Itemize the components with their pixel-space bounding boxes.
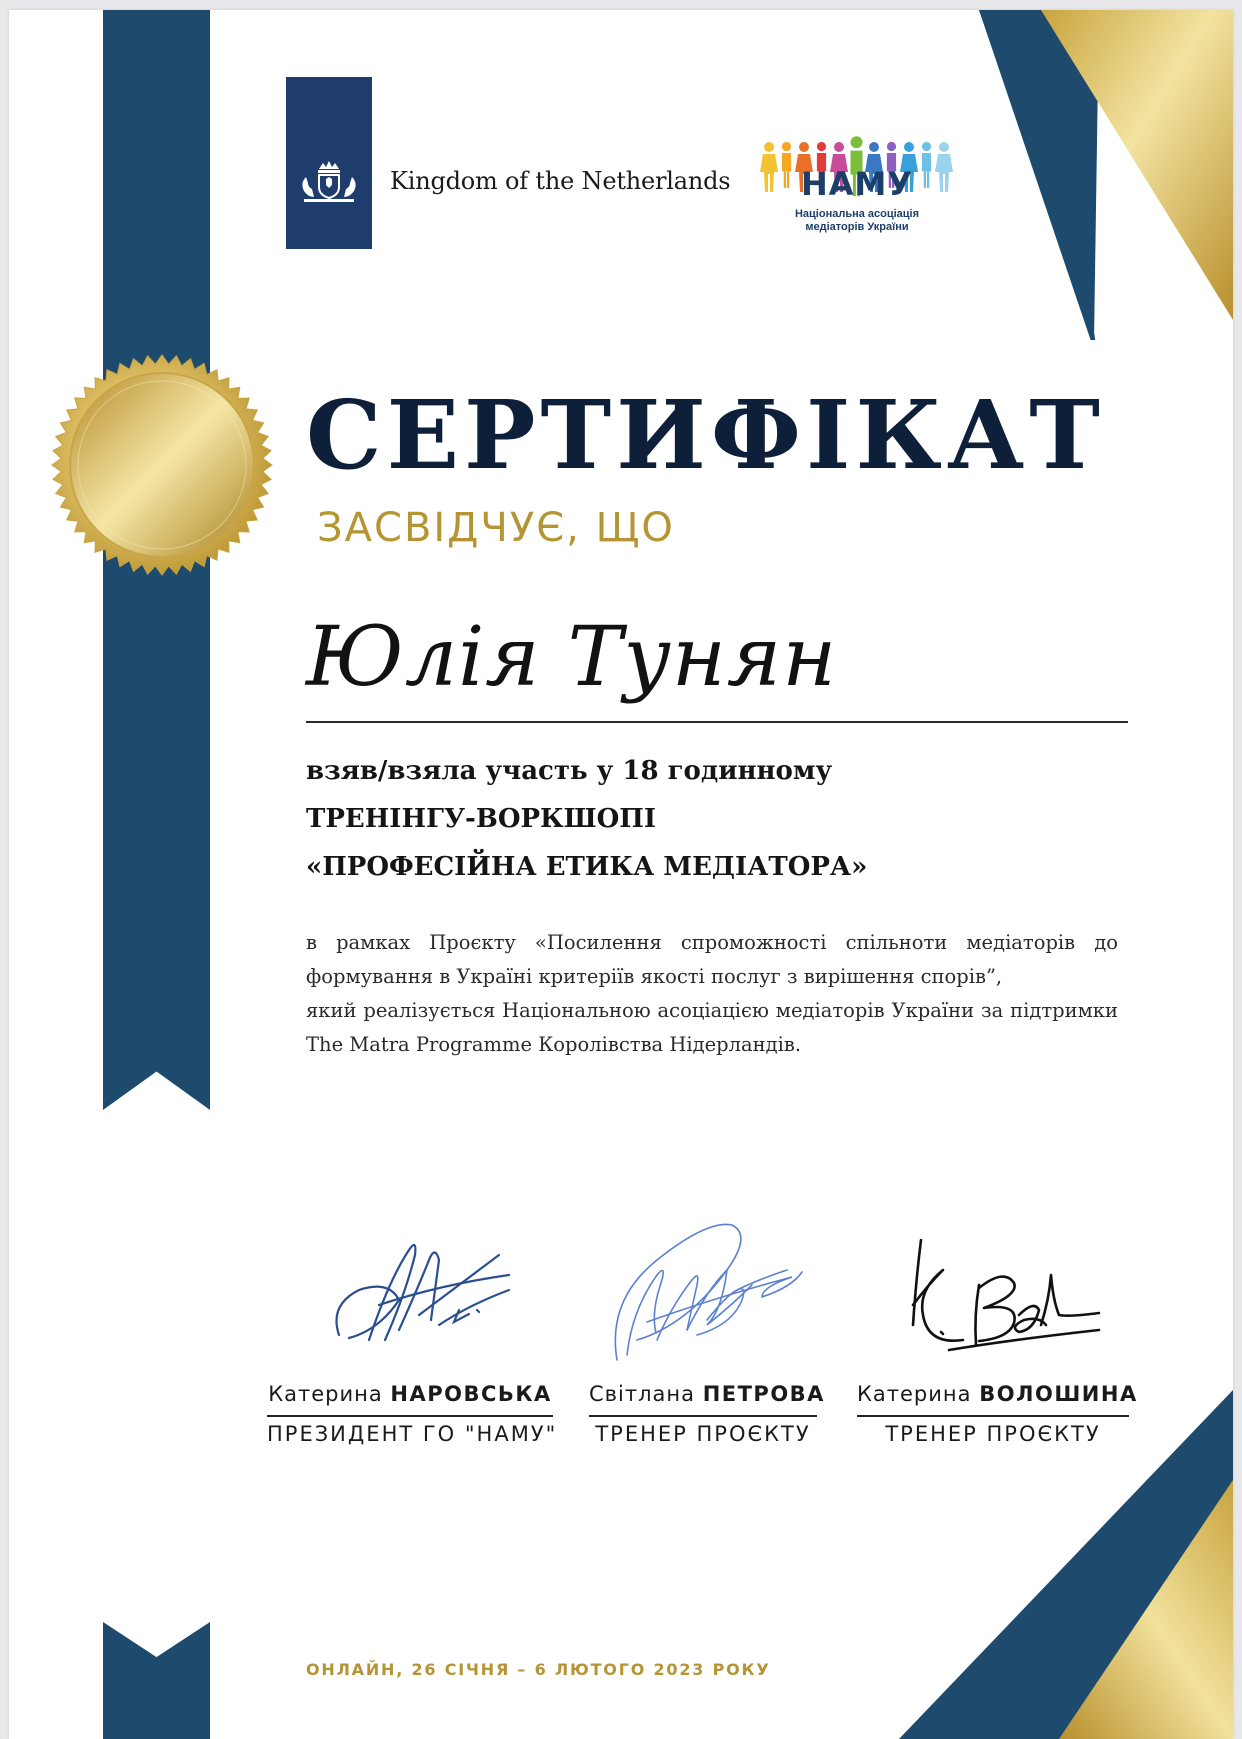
signer-3-name: [857, 1382, 1138, 1406]
certificate-page: [9, 10, 1233, 1739]
certificate-title: СЕРТИФІКАТ: [306, 380, 1105, 491]
certificate-subtitle: ЗАСВІДЧУЄ, ЩО: [317, 505, 675, 551]
signer-1-role: ПРЕЗИДЕНТ ГО "НАМУ": [267, 1422, 558, 1446]
signer-2-first-name: Світлана: [589, 1382, 695, 1406]
recipient-name: Юлія Тунян: [306, 610, 838, 705]
signer-3-line: [857, 1415, 1129, 1417]
signer-2-last-name: ПЕТРОВА: [702, 1382, 825, 1406]
signer-3-first-name: Катерина: [857, 1382, 972, 1406]
footer-date-location: ОНЛАЙН, 26 СІЧНЯ – 6 ЛЮТОГО 2023 РОКУ: [306, 1660, 771, 1679]
ribbon-bottom: [103, 1622, 210, 1739]
recipient-underline: [306, 721, 1128, 723]
description-paragraph-2: який реалізується Національною асоціацією медіаторів України за підтримки The Matra Programme Королівства Нідерландів.: [306, 999, 1118, 1056]
netherlands-logo: [286, 77, 372, 249]
org-tagline-line2: медіаторів України: [805, 221, 909, 233]
signer-1-first-name: Катерина: [268, 1382, 383, 1406]
signature-1-icon: [309, 1210, 549, 1370]
signature-3-icon: [879, 1210, 1109, 1370]
description-paragraph-1: в рамках Проєкту «Посилення спроможності спільноти медіаторів до формування в Україні критеріїв якості послуг з вирішення спорів”,: [306, 931, 1118, 988]
signer-2-name: [589, 1382, 825, 1406]
signer-3-role: ТРЕНЕР ПРОЄКТУ: [885, 1422, 1101, 1446]
participation-line-3: «ПРОФЕСІЙНА ЕТИКА МЕДІАТОРА»: [306, 852, 868, 882]
signer-2-role: ТРЕНЕР ПРОЄКТУ: [595, 1422, 811, 1446]
corner-decoration-top-right: [979, 10, 1233, 340]
signer-3-last-name: ВОЛОШИНА: [979, 1382, 1138, 1406]
org-tagline-line1: Національна асоціація: [794, 208, 920, 220]
project-description: [306, 926, 1118, 1062]
signature-2-icon: [587, 1210, 827, 1370]
org-tagline: [757, 208, 957, 234]
partner-name: Kingdom of the Netherlands: [390, 167, 731, 195]
gold-seal-icon: [47, 350, 277, 580]
participation-line-1: взяв/взяла участь у 18 годинному: [306, 756, 833, 786]
royal-crest-icon: [286, 77, 372, 249]
signer-1-line: [267, 1415, 553, 1417]
participation-line-2: ТРЕНІНГУ-ВОРКШОПІ: [306, 804, 657, 834]
signer-1-last-name: НАРОВСЬКА: [390, 1382, 552, 1406]
signer-2-line: [589, 1415, 817, 1417]
org-acronym: НАМУ: [800, 165, 914, 203]
signer-1-name: [267, 1382, 553, 1406]
